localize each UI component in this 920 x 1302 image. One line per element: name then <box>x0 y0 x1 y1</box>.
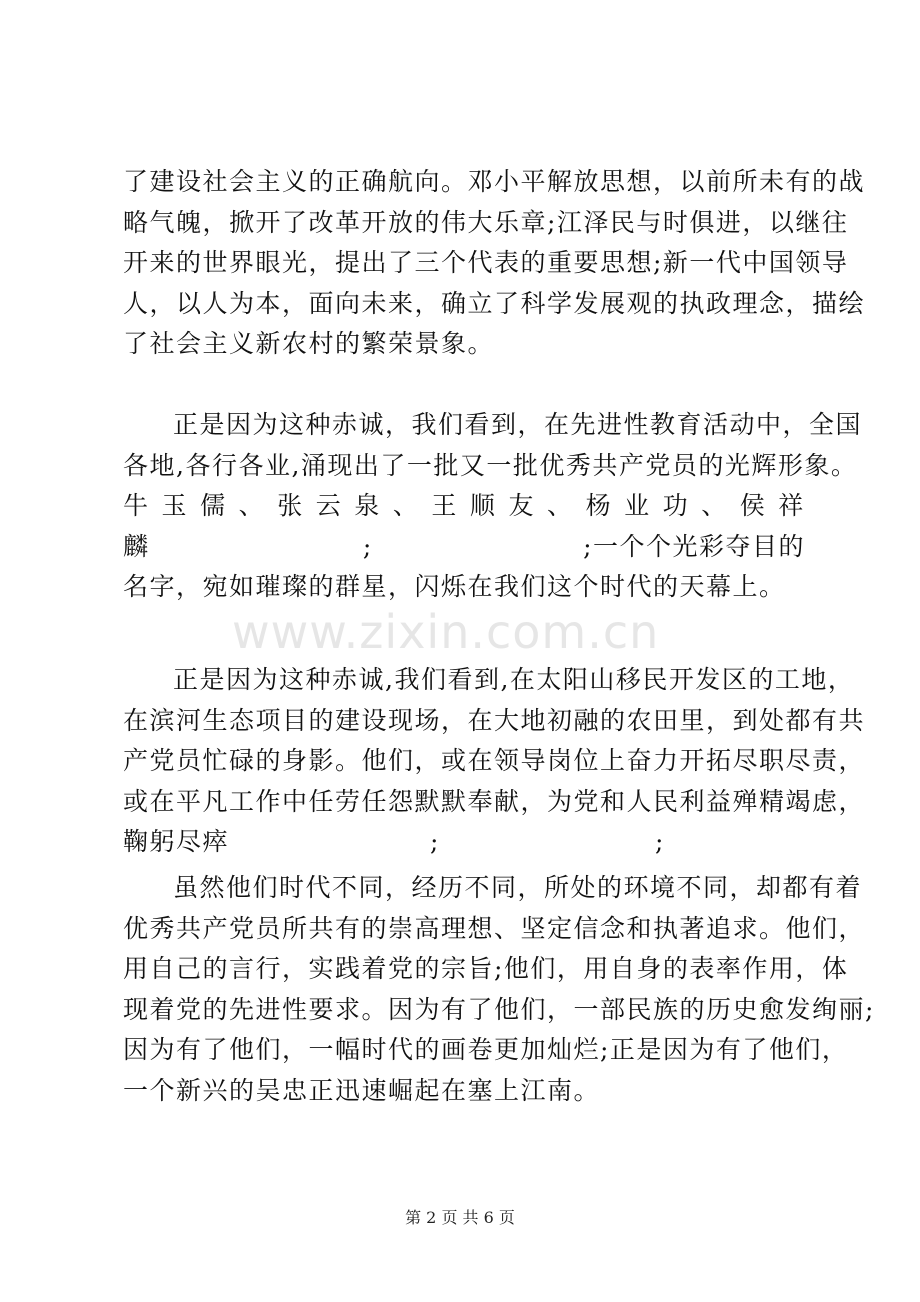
name-char: 顺 <box>469 491 497 520</box>
name-char: 王 <box>431 491 458 520</box>
text-line: 现着党的先进性要求。因为有了他们，一部民族的历史愈发绚丽; <box>123 994 875 1024</box>
text-fragment: ;一个个光彩夺目的 <box>583 531 805 561</box>
text-line: 了社会主义新农村的繁荣景象。 <box>123 329 495 358</box>
text-line: 各地,各行各业,涌现出了一批又一批优秀共产党员的光辉形象。 <box>123 450 858 480</box>
paragraph-1 <box>123 162 866 365</box>
text-line: 名字，宛如璀璨的群星，闪烁在我们这个时代的天幕上。 <box>123 572 786 601</box>
paragraph-2 <box>123 405 863 608</box>
name-char: 友 <box>508 491 535 520</box>
name-char: 、 <box>547 491 574 520</box>
text-line: 在滨河生态项目的建设现场，在大地初融的农田里，到处都有共 <box>123 705 866 735</box>
separator: ; <box>655 827 665 856</box>
page-number-footer: 第 2 页 共 6 页 <box>405 1208 515 1227</box>
name-char: 、 <box>392 491 420 520</box>
name-char: 玉 <box>161 491 189 520</box>
names-line <box>123 486 805 527</box>
text-line: 了建设社会主义的正确航向。邓小平解放思想，以前所未有的战 <box>123 167 866 196</box>
name-char: 麟 <box>123 531 150 561</box>
name-char: 牛 <box>123 491 150 520</box>
text-line: 优秀共产党员所共有的崇高理想、坚定信念和执著追求。他们， <box>123 913 866 943</box>
name-char: 、 <box>701 491 728 520</box>
text-fragment: 鞠躬尽瘁 <box>123 827 230 856</box>
text-line: 略气魄，掀开了改革开放的伟大乐章;江泽民与时俱进，以继往 <box>123 207 849 237</box>
text-line: 正是因为这种赤诚,我们看到,在太阳山移民开发区的工地， <box>173 665 855 694</box>
text-line: 因为有了他们，一幅时代的画卷更加灿烂;正是因为有了他们， <box>123 1035 849 1064</box>
name-char: 功 <box>662 491 690 520</box>
paragraph-3 <box>123 660 866 863</box>
text-line: 或在平凡工作中任劳任怨默默奉献，为党和人民利益殚精竭虑， <box>123 786 866 816</box>
names-continuation-line <box>123 527 805 568</box>
separator: ; <box>430 827 440 856</box>
text-line: 人，以人为本，面向未来，确立了科学发展观的执政理念，描绘 <box>123 288 866 318</box>
watermark: www.zixin.com.cn <box>232 605 660 659</box>
text-line: 用自己的言行，实践着党的宗旨;他们，用自身的表率作用，体 <box>123 954 849 983</box>
name-char: 祥 <box>778 491 805 520</box>
name-char: 云 <box>315 491 343 520</box>
paragraph-4 <box>123 868 875 1111</box>
name-char: 儒 <box>200 491 227 520</box>
name-char: 张 <box>277 491 304 520</box>
name-char: 、 <box>238 491 266 520</box>
name-char: 泉 <box>354 491 381 520</box>
separator: ; <box>362 531 373 561</box>
name-char: 业 <box>624 491 651 520</box>
text-line: 正是因为这种赤诚，我们看到，在先进性教育活动中，全国 <box>173 410 863 439</box>
text-line: 虽然他们时代不同，经历不同，所处的环境不同，却都有着 <box>173 873 863 902</box>
name-char: 侯 <box>739 491 767 520</box>
text-line: 一个新兴的吴忠正迅速崛起在塞上江南。 <box>123 1075 601 1105</box>
text-line <box>123 822 805 863</box>
name-char: 杨 <box>585 491 613 520</box>
text-line: 产党员忙碌的身影。他们，或在领导岗位上奋力开拓尽职尽责， <box>123 746 866 775</box>
text-line: 开来的世界眼光，提出了三个代表的重要思想;新一代中国领导 <box>123 248 849 277</box>
